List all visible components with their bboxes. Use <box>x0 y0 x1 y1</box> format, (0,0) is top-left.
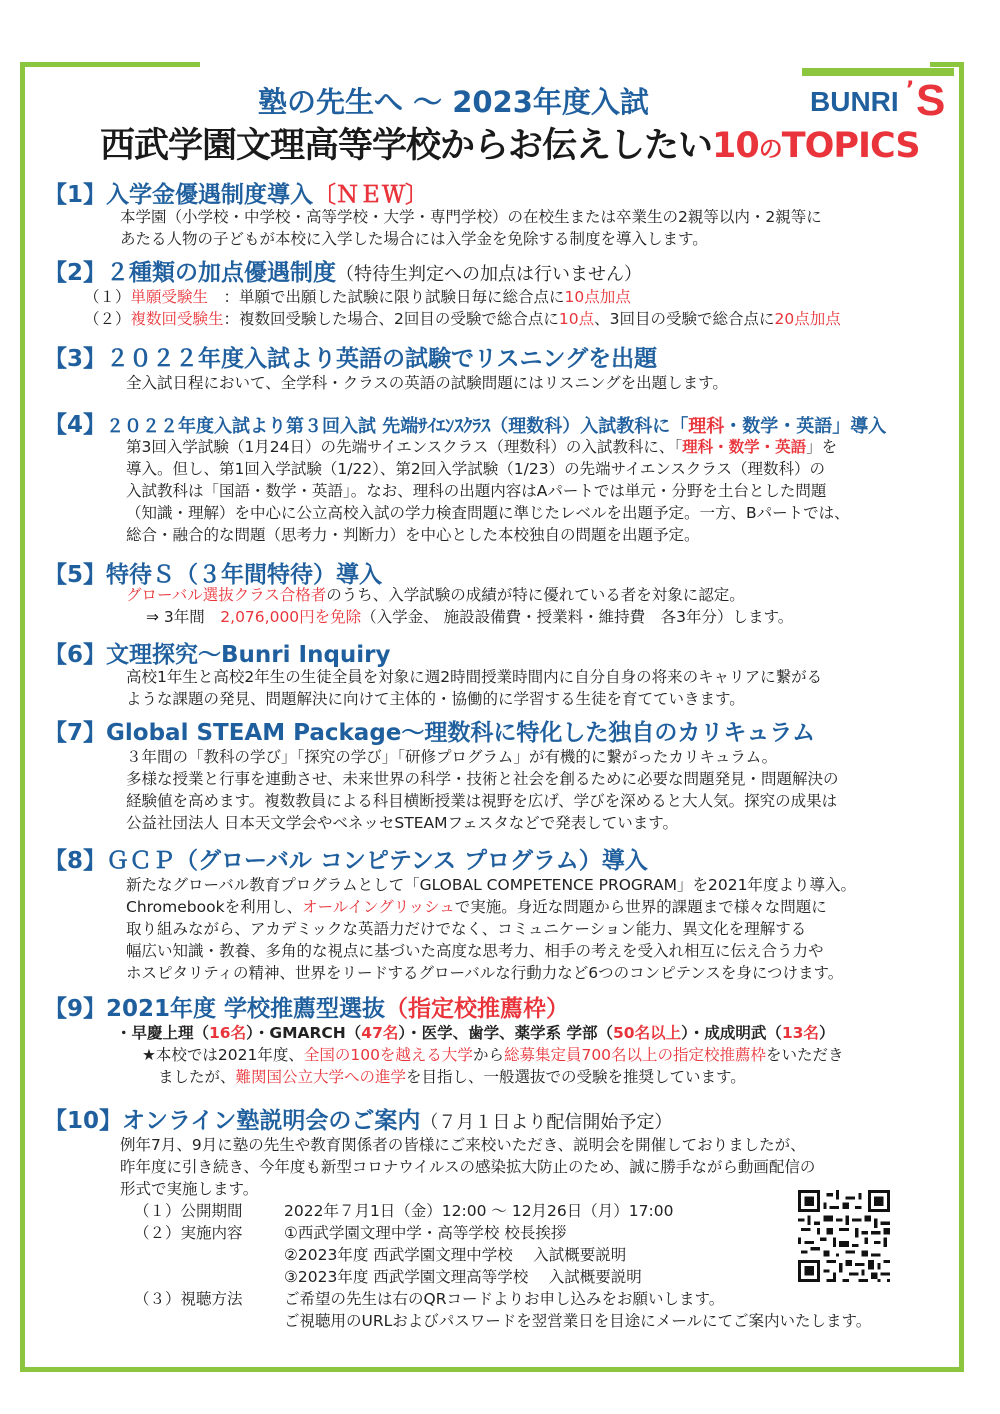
topic-5-num: 【5】 <box>44 562 107 588</box>
quota-text: ） <box>818 1024 835 1042</box>
topic-4-line: 導入。但し、第1回入学試験（1/22）、第2回入学試験（1/23）の先端サイエンスクラス（理数科）の <box>126 460 825 478</box>
topic-4-title-pre: ２０２２年度入試より第３回入試 先端ｻｲｴﾝｽｸﾗｽ（理数科）入試教科に「 <box>106 416 689 437</box>
detail-row <box>134 1266 871 1288</box>
frame-top-left <box>20 62 200 67</box>
item-red: 20点加点 <box>774 310 841 328</box>
topic-5-line <box>126 584 793 606</box>
topic-4-body <box>126 436 850 546</box>
topic-8-line <box>126 896 856 918</box>
topic-5-body <box>126 584 793 628</box>
topic-10-details <box>134 1200 871 1332</box>
line-text: 第3回入学試験（1月24日）の先端サイエンスクラス（理数科）の入試教科に、「 <box>126 438 683 456</box>
topic-3-heading <box>44 340 657 373</box>
topic-6-body <box>126 666 822 710</box>
line-text: をいただき <box>766 1046 844 1064</box>
topic-7-heading <box>44 714 815 747</box>
detail-value: 2022年７月1日（金）12:00 ～ 12月26日（月）17:00 <box>284 1202 674 1220</box>
topic-1-line: 本学園（小学校・中学校・高等学校・大学・専門学校）の在校生または卒業生の2親等以内・2親等に <box>120 208 822 226</box>
detail-row <box>134 1244 871 1266</box>
topic-9-heading <box>44 990 569 1023</box>
topic-6-line: 高校1年生と高校2年生の生徒全員を対象に週2時間授業時間内に自分自身の将来のキャリアに繋がる <box>126 668 823 686</box>
line-red: オールイングリッシュ <box>302 898 455 916</box>
topic-6-num: 【6】 <box>44 642 107 668</box>
topic-10-line: 昨年度に引き続き、今年度も新型コロナウイルスの感染拡大防止のため、誠に勝手ながら動画配信の <box>120 1158 816 1176</box>
logo-apostrophe: ’ <box>906 78 915 103</box>
quota-text: ）・成成明武（ <box>681 1024 782 1042</box>
line-text: （入学金、 施設設備費・授業料・維持費 各3年分）します。 <box>361 608 794 626</box>
line-red: 全国の100を越える大学 <box>303 1046 473 1064</box>
topic-1-line: あたる人物の子どもが本校に入学した場合には入学金を免除する制度を導入します。 <box>120 230 708 248</box>
topic-2-heading <box>44 254 642 287</box>
topic-7-line: 多様な授業と行事を連動させ、未来世界の科学・技術と社会を創るために必要な問題発見・問題解決の <box>126 770 839 788</box>
topic-8-body <box>126 874 856 984</box>
topic-1-title: 入学金優遇制度導入 <box>106 182 314 208</box>
line-red: 難関国公立大学への進学 <box>235 1068 407 1086</box>
detail-label: （３）視聴方法 <box>134 1290 243 1308</box>
topic-4-title-post: ・数学・英語」導入 <box>724 416 887 437</box>
quota-text: ）・GMARCH（ <box>246 1024 362 1042</box>
detail-value: ご視聴用のURLおよびパスワードを翌営業日を目途にメールにてご案内いたします。 <box>284 1312 872 1330</box>
item-text: 、3回目の受験で総合点に <box>594 310 775 328</box>
topic-7-title: Global STEAM Package～理数科に特化した独自のカリキュラム <box>106 720 816 746</box>
item-prefix: （１） <box>84 288 131 306</box>
detail-value: ②2023年度 西武学園文理中学校 入試概要説明 <box>284 1246 627 1264</box>
topic-7-line: 経験値を高めます。複数教員による科目横断授業は視野を広げ、学びを深めると大人気。探究の成果は <box>126 792 838 810</box>
item-text: ：複数回受験した場合、2回目の受験で総合点に <box>223 310 559 328</box>
topic-6-line: ような課題の発見、問題解決に向けて主体的・協働的に学習する生徒を育てていきます。 <box>126 690 745 708</box>
quota-red: 16名 <box>209 1024 247 1042</box>
topic-4-line: 入試教科は「国語・数学・英語」。なお、理科の出題内容はAパートでは単元・分野を土台とした問題 <box>126 482 827 500</box>
line-text: を目指し、一般選抜での受験を推奨しています。 <box>406 1068 746 1086</box>
topic-4-title-red: 理科 <box>688 416 725 437</box>
detail-value: ご希望の先生は右のQRコードよりお申し込みをお願いします。 <box>284 1290 725 1308</box>
topic-9-line <box>142 1044 844 1066</box>
page-title-line2 <box>100 118 920 168</box>
topic-7-num: 【7】 <box>44 720 107 746</box>
quota-red: 50名以上 <box>613 1024 682 1042</box>
topic-8-num: 【8】 <box>44 848 107 874</box>
line-text: ⇒ 3年間 <box>146 608 221 626</box>
topic-7-body <box>126 746 839 834</box>
topic-8-heading <box>44 842 648 875</box>
topic-10-line: 形式で実施します。 <box>120 1180 259 1198</box>
line-red: グローバル選抜クラス合格者 <box>126 586 327 604</box>
detail-value: ③2023年度 西武学園文理高等学校 入試概要説明 <box>284 1268 642 1286</box>
topic-6-title: 文理探究～Bunri Inquiry <box>106 642 391 668</box>
detail-value: ①西武学園文理中学・高等学校 校長挨拶 <box>284 1224 567 1242</box>
title-num: 10 <box>712 126 759 166</box>
item-red: 単願受験生 <box>130 288 209 306</box>
topic-4-line <box>126 436 850 458</box>
detail-row <box>134 1222 871 1244</box>
topic-2-sub: （特待生判定への加点は行いません） <box>336 264 643 285</box>
topic-8-title: ＧＣＰ（グローバル コンピテンス プログラム）導入 <box>106 848 648 874</box>
quota-text: ）・医学、歯学、薬学系 学部（ <box>398 1024 614 1042</box>
line-text: から <box>472 1046 504 1064</box>
topic-9-title-a: 2021年度 学校推薦型選抜 <box>106 996 386 1022</box>
line-red: 総募集定員700名以上の指定校推薦枠 <box>503 1046 767 1064</box>
item-red: 10点加点 <box>564 288 631 306</box>
logo-s: S <box>916 76 946 125</box>
topic-9-quota <box>116 1022 834 1044</box>
logo-band <box>802 68 954 76</box>
topic-7-line: ３年間の「教科の学び」「探究の学び」「研修プログラム」が有機的に繋がったカリキュラム。 <box>126 748 778 766</box>
topic-2-num: 【2】 <box>44 260 107 286</box>
line-text: ★本校では2021年度、 <box>142 1046 304 1064</box>
line-text: Chromebookを利用し、 <box>126 898 303 916</box>
topic-1-heading <box>44 176 428 209</box>
title-no: の <box>758 135 782 163</box>
topic-10-sub: （７月１日より配信開始予定） <box>420 1112 673 1133</box>
title-topics: TOPICS <box>781 126 920 166</box>
topic-1-num: 【1】 <box>44 182 107 208</box>
quota-red: 47名 <box>361 1024 399 1042</box>
logo-text: BUNRI <box>810 86 899 117</box>
quota-text: ・早慶上理（ <box>116 1024 210 1042</box>
line-text: のうち、入学試験の成績が特に優れている者を対象に認定。 <box>326 586 745 604</box>
topic-10-num: 【10】 <box>44 1108 123 1134</box>
detail-label: （１）公開期間 <box>134 1202 243 1220</box>
frame-top-right <box>930 62 964 67</box>
title-main: 西武学園文理高等学校からお伝えしたい <box>100 126 713 166</box>
topic-10-body <box>120 1134 815 1200</box>
item-red: 10点 <box>558 310 595 328</box>
topic-8-line: 新たなグローバル教育プログラムとして「GLOBAL COMPETENCE PROGRAM」を2021年度より導入。 <box>126 876 856 894</box>
topic-3-title: ２０２２年度入試より英語の試験でリスニングを出題 <box>106 346 658 372</box>
bunris-logo <box>802 68 954 126</box>
detail-row <box>134 1200 871 1222</box>
topic-4-num: 【4】 <box>44 412 107 438</box>
topic-8-line: 取り組みながら、アカデミックな英語力だけでなく、コミュニケーション能力、異文化を理解する <box>126 920 807 938</box>
topic-8-line: 幅広い知識・教養、多角的な視点に基づいた高度な思考力、相手の考えを受入れ相互に伝え合う力や <box>126 942 824 960</box>
topic-2-title: ２種類の加点優遇制度 <box>106 260 337 286</box>
item-prefix: （２） <box>84 310 131 328</box>
quota-red: 13名 <box>781 1024 819 1042</box>
topic-3-body: 全入試日程において、全学科・クラスの英語の試験問題にはリスニングを出題します。 <box>126 374 728 392</box>
item-text: ：単願で出願した試験に限り試験日毎に総合点に <box>208 288 565 306</box>
topic-3-num: 【3】 <box>44 346 107 372</box>
topic-4-line: 総合・融合的な問題（思考力・判断力）を中心とした本校独自の問題を出題予定。 <box>126 526 700 544</box>
line-text: ましたが、 <box>158 1068 236 1086</box>
item-red: 複数回受験生 <box>130 310 224 328</box>
topic-2-item-1 <box>84 286 841 308</box>
topic-2-body <box>84 286 841 330</box>
page-title-line1: 塾の先生へ ～ 2023年度入試 <box>258 85 649 119</box>
topic-10-line: 例年7月、9月に塾の先生や教育関係者の皆様にご来校いただき、説明会を開催しておりましたが、 <box>120 1136 806 1154</box>
line-red: 理科・数学・英語 <box>682 438 807 456</box>
topic-4-line: （知識・理解）を中心に公立高校入試の学力検査問題に準じたレベルを出題予定。一方、Bパートでは、 <box>126 504 850 522</box>
topic-10-title: オンライン塾説明会のご案内 <box>122 1108 421 1134</box>
topic-4-heading <box>44 406 886 439</box>
topic-9-line <box>142 1066 844 1088</box>
topic-9-note <box>142 1044 844 1088</box>
topic-1-tag: 〔ＮＥＷ〕 <box>313 182 429 208</box>
detail-row <box>134 1288 871 1310</box>
topic-2-item-2 <box>84 308 841 330</box>
topic-6-heading <box>44 636 391 669</box>
line-text: で実施。身近な問題から世界的課題まで様々な問題に <box>454 898 827 916</box>
topic-9-title-b: （指定校推薦枠） <box>385 996 570 1022</box>
detail-row <box>134 1310 871 1332</box>
topic-7-line: 公益社団法人 日本天文学会やベネッセSTEAMフェスタなどで発表しています。 <box>126 814 678 832</box>
topic-8-line: ホスピタリティの精神、世界をリードするグローバルな行動力など6つのコンピテンスを身につけます。 <box>126 964 844 982</box>
line-red: 2,076,000円を免除 <box>220 608 362 626</box>
qr-code-icon[interactable] <box>798 1190 890 1282</box>
topic-5-line <box>126 606 793 628</box>
topic-9-num: 【9】 <box>44 996 107 1022</box>
line-text: 」を <box>806 438 838 456</box>
topic-10-heading <box>44 1102 672 1135</box>
detail-label: （２）実施内容 <box>134 1224 243 1242</box>
topic-1-body <box>120 206 822 250</box>
topic-5-title: 特待Ｓ（３年間特待）導入 <box>106 562 383 588</box>
